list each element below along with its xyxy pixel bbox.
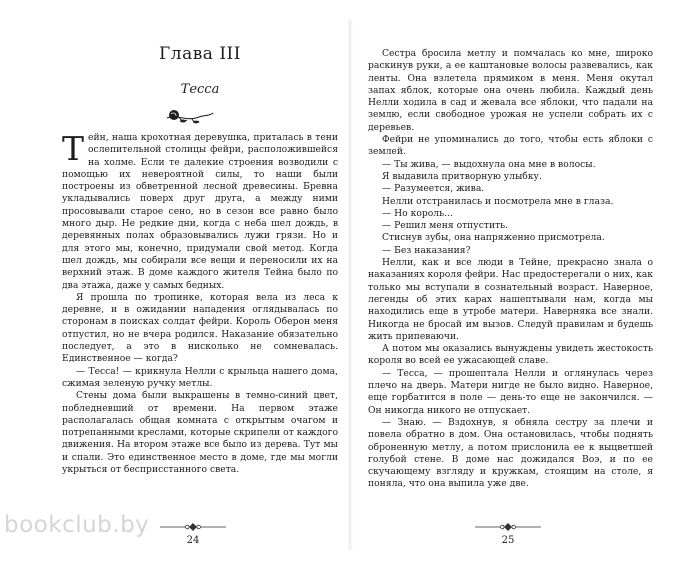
paragraph: Я прошла по тропинке, которая вела из леса к деревне, и в ожидании нападения оглядывалась по сторонам в поисках солдат фейри. Король Оберон меня отпустил, но не вчера родился. Наказание обязательно последует, а это в нисколько не сомневалась. Единственное — когда? xyxy=(62,291,338,365)
page-number: 24 xyxy=(186,535,200,546)
paragraph: Фейри не упоминались до того, чтобы есть яблоки с землей. xyxy=(368,134,653,158)
right-body-text xyxy=(368,48,653,491)
left-body-text xyxy=(62,129,338,476)
paragraph: — Без наказания? xyxy=(382,244,471,256)
paragraph: — Разумеется, жива. xyxy=(382,183,485,195)
watermark-logo: bookclub.by xyxy=(4,512,150,538)
paragraph: — Решил меня отпустить. xyxy=(382,220,509,232)
paragraph: Сестра бросила метлу и помчалась ко мне, широко раскинув руки, а ее каштановые волосы развевались, как ленты. Она взлетела прямиком в меня. Меня окутал запах яблок, которые она очень любила. Каждый день Нелли ходила в сад и жевала все яблоки, что падали на землю, если свободное урожая не успели собрать их с деревьев. xyxy=(368,48,653,133)
drop-cap: Т xyxy=(62,129,85,168)
chapter-title: Глава III xyxy=(159,44,241,64)
rose-icon xyxy=(165,104,215,128)
paragraph: А потом мы оказались вынуждены увидеть жестокость короля во всей ее ужасающей славе. xyxy=(368,343,653,367)
paragraph: — Знаю. — Вздохнув, я обняла сестру за плечи и повела обратно в дом. Она остановилась, чтобы поднять оброненную метлу, а потом прислонила ее к выцветшей голубой стене. В доме нас дожидался Воэ, и по ее скучающему взгляду и кружкам, стоящим на столе, я поняла, что она выпила уже две. xyxy=(368,416,653,490)
paragraph: Нелли отстранилась и посмотрела мне в глаза. xyxy=(382,195,614,207)
paragraph: Нелли, как и все люди в Тейне, прекрасно знала о наказаниях короля фейри. Нас предостерегали о них, как только мы вступали в сознательный возраст. Наверное, легенды об этих карах нашептывали нам, когда мы находились еще в утробе матери. Наверняка все знали. Никогда не бросай им вызов. Следуй правилам и будешь жить припеваючи. xyxy=(368,257,653,342)
paragraph: — Тесса! — крикнула Нелли с крыльца нашего дома, сжимая зеленую ручку метлы. xyxy=(62,365,338,389)
paragraph: — Но король... xyxy=(382,207,453,219)
page-number: 25 xyxy=(501,535,515,546)
right-page xyxy=(350,0,700,563)
chapter-subtitle: Тесса xyxy=(180,82,220,97)
footer-ornament-icon xyxy=(158,522,228,532)
paragraph: — Тесса, — прошептала Нелли и оглянулась через плечо на дверь. Матери нигде не было видно. Наверное, еще горбатится в поле — день-то еще не закончился. — Он никогда никого не отпускает. xyxy=(368,367,653,416)
paragraph: Стиснув зубы, она напряженно присмотрела. xyxy=(382,232,605,244)
paragraph: Стены дома были выкрашены в темно-синий цвет, побледневший от времени. На первом этаже располагалась общая комната с открытым очагом и потрепанными креслами, которые скрипели от каждого движения. На втором этаже все было из дерева. Тут мы и спали. Это единственное место в доме, где мы могли укрыться от бесприсстанного света. xyxy=(62,390,338,476)
paragraph: — Ты жива, — выдохнула она мне в волосы. xyxy=(382,158,596,170)
paragraph: Я выдавила притворную улыбку. xyxy=(382,170,542,182)
paragraph: Тейн, наша крохотная деревушка, приталась в тени ослепительной столицы фейри, расположившейся на холме. Если те далекие строения возводили с помощью их невероятной силы, то наши были построены из обветренной лесной древесины. Бревна укладывались поверх друг друга, а между ними просовывали старое сено, но в сезон все равно было много дыр. Не редкие дни, когда с неба шел дождь, в деревянных полах образовывались лужи грязи. Но и для этого мы, конечно, придумали свой метод. Когда шел дождь, мы собирали все вещи и переносили их на верхний этаж. В доме каждого жителя Тейна было по два этажа, даже у самых бедных. xyxy=(62,129,338,291)
footer-ornament-icon xyxy=(473,522,543,532)
